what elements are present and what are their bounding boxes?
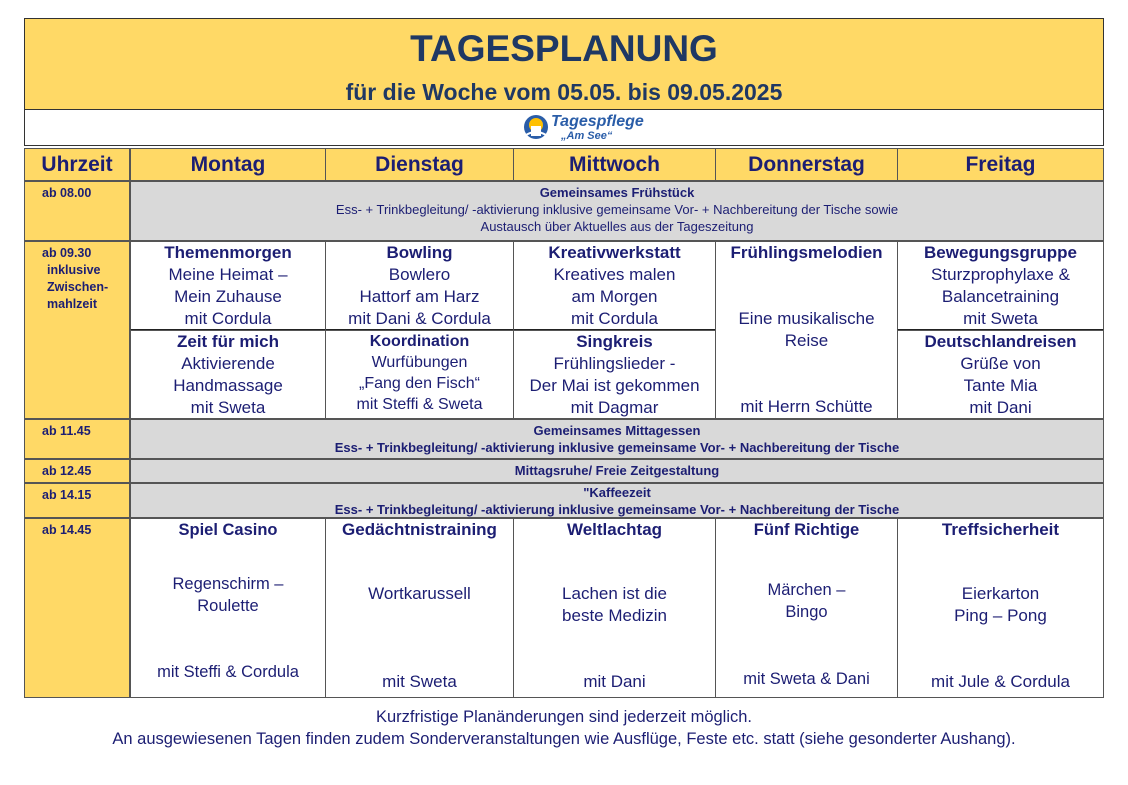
time-0930-label: ab 09.30	[42, 246, 92, 260]
activity-line: Frühlingslieder -	[553, 354, 676, 373]
breakfast-line2: Austausch über Aktuelles aus der Tageszeitung	[480, 219, 754, 234]
breakfast-row	[130, 181, 1104, 241]
logo-bar	[24, 110, 1104, 146]
activity-line: Reise	[784, 331, 829, 350]
activity-line: Hattorf am Harz	[359, 287, 480, 306]
rest-row	[130, 459, 1104, 483]
activity-line: Tante Mia	[963, 376, 1038, 395]
breakfast-line1: Ess- + Trinkbegleitung/ -aktivierung inklusive gemeinsame Vor- + Nachbereitung der Tische sowie	[335, 202, 899, 217]
activity-wed-afternoon	[513, 518, 716, 698]
activity-line: Balancetraining	[941, 287, 1060, 306]
header-wednesday: Mittwoch	[513, 148, 716, 181]
activity-tue-morning-1	[325, 241, 514, 331]
header-time: Uhrzeit	[24, 148, 130, 181]
rest-title: Mittagsruhe/ Freie Zeitgestaltung	[514, 463, 720, 478]
activity-line: Kreatives malen	[553, 265, 676, 284]
activity-host: mit Cordula	[184, 309, 272, 328]
time-1145: ab 11.45	[24, 419, 130, 459]
activity-title: Themenmorgen	[164, 243, 292, 262]
activity-wed-morning-1	[513, 241, 716, 331]
header-banner	[24, 18, 1104, 110]
footer-notes	[24, 706, 1104, 750]
activity-host: mit Dani & Cordula	[348, 309, 491, 328]
activity-title: Zeit für mich	[176, 332, 279, 351]
activity-title: Spiel Casino	[178, 521, 278, 539]
activity-host: mit Sweta	[190, 398, 266, 417]
lunch-line1: Ess- + Trinkbegleitung/ -aktivierung inklusive gemeinsame Vor- + Nachbereitung der Tische	[334, 440, 900, 455]
logo	[521, 112, 671, 144]
activity-host: mit Steffi & Cordula	[157, 663, 299, 681]
header-friday: Freitag	[897, 148, 1104, 181]
activity-line: Märchen –	[767, 581, 846, 599]
activity-host: mit Dagmar	[570, 398, 659, 417]
activity-host: mit Cordula	[571, 309, 658, 328]
activity-host: mit Dani	[969, 398, 1032, 417]
activity-host: mit Sweta & Dani	[743, 670, 870, 688]
activity-fri-afternoon	[897, 518, 1104, 698]
header-monday: Montag	[130, 148, 326, 181]
activity-thu-afternoon	[715, 518, 898, 698]
logo-name: Tagespflege	[551, 113, 644, 130]
activity-fri-morning-1	[897, 241, 1104, 331]
activity-line: „Fang den Fisch“	[359, 375, 480, 392]
activity-line: Wortkarussell	[368, 584, 471, 603]
activity-title: Frühlingsmelodien	[730, 243, 883, 262]
page-title: TAGESPLANUNG	[410, 28, 718, 69]
activity-title: Singkreis	[576, 332, 653, 351]
lunch-title: Gemeinsames Mittagessen	[533, 423, 701, 438]
activity-line: Regenschirm –	[172, 575, 284, 593]
activity-host: mit Sweta	[963, 309, 1038, 328]
time-1415: ab 14.15	[24, 483, 130, 518]
activity-host: mit Jule & Cordula	[931, 672, 1070, 691]
activity-line: Eine musikalische	[738, 309, 875, 328]
header-tuesday: Dienstag	[325, 148, 514, 181]
activity-title: Koordination	[369, 333, 470, 350]
activity-line: am Morgen	[571, 287, 658, 306]
activity-host: mit Dani	[583, 672, 646, 691]
time-1445: ab 14.45	[24, 518, 130, 698]
activity-line: Lachen ist die	[562, 584, 667, 603]
time-0800: ab 08.00	[24, 181, 130, 241]
activity-wed-morning-2	[513, 330, 716, 419]
activity-title: Treffsicherheit	[941, 520, 1060, 539]
time-0930	[24, 241, 130, 419]
activity-host: mit Herrn Schütte	[740, 397, 873, 416]
activity-title: Weltlachtag	[566, 520, 663, 539]
activity-line: Bowlero	[388, 265, 451, 284]
activity-line: Mein Zuhause	[174, 287, 282, 306]
activity-line: Handmassage	[173, 376, 283, 395]
activity-title: Gedächtnistraining	[342, 520, 497, 539]
coffee-line1: Ess- + Trinkbegleitung/ -aktivierung inklusive gemeinsame Vor- + Nachbereitung der Tische	[334, 502, 900, 517]
logo-subtitle: „Am See“	[561, 130, 613, 142]
time-0930-zwischen: Zwischen-	[47, 280, 109, 294]
activity-line: Ping – Pong	[954, 606, 1047, 625]
breakfast-title: Gemeinsames Frühstück	[539, 185, 695, 200]
footer-line2: An ausgewiesenen Tagen finden zudem Sonderveranstaltungen wie Ausflüge, Feste etc. statt (siehe gesonderter Aushang).	[112, 730, 1016, 748]
activity-mon-morning-2	[130, 330, 326, 419]
activity-title: Kreativwerkstatt	[548, 243, 681, 262]
activity-title: Bewegungsgruppe	[923, 243, 1077, 262]
activity-title: Bowling	[386, 243, 453, 262]
lunch-row	[130, 419, 1104, 459]
sun-logo-icon	[521, 113, 551, 143]
activity-line: Roulette	[197, 597, 259, 615]
activity-title: Fünf Richtige	[753, 521, 860, 539]
time-0930-inklusive: inklusive	[47, 263, 101, 277]
activity-line: beste Medizin	[562, 606, 667, 625]
schedule-table	[24, 148, 1104, 698]
coffee-title: "Kaffeezeit	[583, 485, 651, 500]
activity-line: Grüße von	[960, 354, 1041, 373]
activity-line: Sturzprophylaxe &	[931, 265, 1070, 284]
page-subtitle: für die Woche vom 05.05. bis 09.05.2025	[345, 79, 783, 105]
header-thursday: Donnerstag	[715, 148, 898, 181]
time-0930-mahlzeit: mahlzeit	[47, 297, 98, 311]
coffee-row	[130, 483, 1104, 518]
activity-line: Aktivierende	[181, 354, 275, 373]
activity-host: mit Sweta	[382, 672, 457, 691]
activity-title: Deutschlandreisen	[924, 332, 1077, 351]
activity-line: Der Mai ist gekommen	[529, 376, 700, 395]
activity-line: Wurfübungen	[371, 354, 468, 371]
activity-tue-afternoon	[325, 518, 514, 698]
time-1245: ab 12.45	[24, 459, 130, 483]
activity-tue-morning-2	[325, 330, 514, 419]
footer-line1: Kurzfristige Planänderungen sind jederzeit möglich.	[375, 708, 753, 726]
activity-line: Meine Heimat –	[168, 265, 288, 284]
activity-mon-afternoon	[130, 518, 326, 698]
activity-fri-morning-2	[897, 330, 1104, 419]
activity-mon-morning-1	[130, 241, 326, 331]
activity-host: mit Steffi & Sweta	[356, 396, 483, 413]
activity-line: Bingo	[785, 603, 828, 621]
activity-thu-morning	[715, 241, 898, 419]
activity-line: Eierkarton	[961, 584, 1040, 603]
